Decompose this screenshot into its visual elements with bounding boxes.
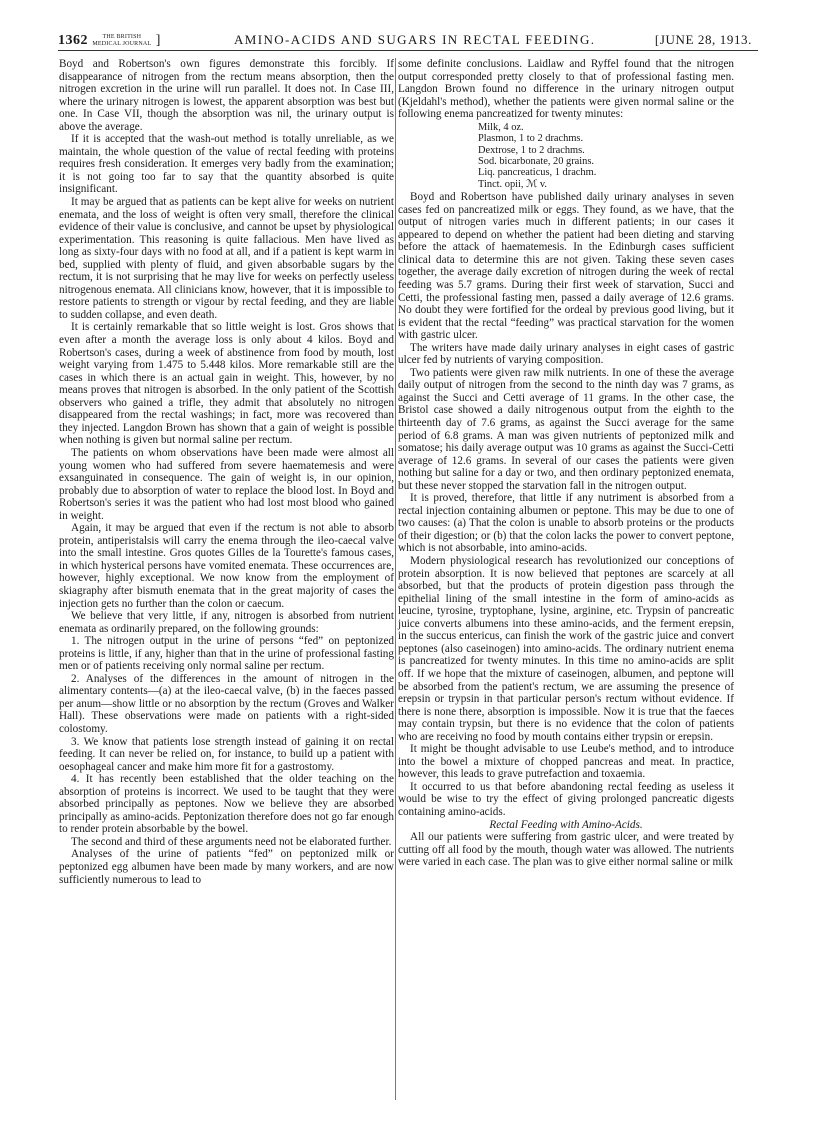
numbered-point: 2. Analyses of the differences in the amount of nitrogen in the alimentary contents—(a) at the ileo-caecal valve, (b) in the faeces passed per anum—show little or no absorption by the rectum (Groves and Walker Hall). These observations were made on patients with a right-sided colostomy. bbox=[59, 672, 394, 735]
header-bracket: ] bbox=[155, 33, 161, 48]
paragraph: The writers have made daily urinary analyses in eight cases of gastric ulcer fed by nutrients of varying composition. bbox=[398, 341, 734, 367]
paragraph: We believe that very little, if any, nitrogen is absorbed from nutrient enemata as ordinarily prepared, on the following grounds: bbox=[59, 610, 394, 635]
paragraph: Boyd and Robertson's own figures demonstrate this forcibly. If disappearance of nitrogen from the rectum means absorption, then the nitrogen excretion in the urine will run parallel. It does not. In Case III, where the urinary nitrogen is lowest, the apparent absorption was best but one. In Case VII, though the absorption was nil, the urinary output is above the average. bbox=[59, 58, 394, 133]
recipe-item: Plasmon, 1 to 2 drachms. bbox=[478, 133, 584, 145]
article-title: AMINO-ACIDS AND SUGARS IN RECTAL FEEDING. bbox=[234, 32, 596, 47]
paragraph: some definite conclusions. Laidlaw and Ryffel found that the nitrogen output corresponded pretty closely to that of professional fasting men. Langdon Brown found no difference in the urinary nitrogen output (Kjeldahl's method), whether the patients were given normal saline or the following enema pancreatized for twenty minutes: bbox=[398, 58, 734, 121]
numbered-point: 1. The nitrogen output in the urine of persons “fed” on peptonized proteins is little, if any, higher than that in the urine of professional fasting men or of patients receiving only normal saline per rectum. bbox=[59, 635, 394, 673]
paragraph: It may be argued that as patients can be kept alive for weeks on nutrient enemata, and the loss of weight is often very small, therefore the clinical evidence of their value is conclusive, and cannot be upset by physiological experimentation. This reasoning is quite fallacious. Men have lived as long as sixty-four days with no food at all, and if a patient is kept warm in bed, supplied with plenty of fluid, and given absorbable sugars by the rectum, it is not surprising that he may live for weeks on perfectly useless nitrogenous enemata. All clinicians know, however, that it is impossible to restore patients to strength or vigour by rectal feeding, and they are liable to sudden collapse, and even death. bbox=[59, 196, 394, 321]
recipe-item: Tinct. opii, ℳ v. bbox=[478, 178, 547, 190]
paragraph: The second and third of these arguments need not be elaborated further. bbox=[71, 835, 392, 848]
recipe-item: Liq. pancreaticus, 1 drachm. bbox=[478, 167, 597, 179]
recipe-item: Dextrose, 1 to 2 drachms. bbox=[478, 144, 585, 156]
page-number-block bbox=[58, 32, 160, 49]
section-heading: Rectal Feeding with Amino-Acids. bbox=[489, 818, 643, 831]
numbered-point: 4. It has recently been established that the older teaching on the absorption of proteins is incorrect. We used to be taught that they were absorbed principally as peptones. Now we believe they are absorbed principally as amino-acids. Peptonization therefore does not go far enough to render protein absorbable by the bowel. bbox=[59, 773, 394, 836]
journal-name bbox=[92, 34, 151, 47]
paragraph: Analyses of the urine of patients “fed” on peptonized milk or peptonized egg albumen have been made by many workers, and are now sufficiently numerous to lead to bbox=[59, 848, 394, 886]
paragraph: Modern physiological research has revolutionized our conceptions of protein absorption. It is now believed that peptones are scarcely at all absorbed, but that the products of protein digestion pass through the epithelial lining of the small intestine in the form of amino-acids as leucine, tyrosine, tryptophane, lysine, arginine, etc. Trypsin of pancreatic juice converts albumens into these amino-acids, and the ferment erepsin, in the succus entericus, can finish the work of the gastric juice and convert peptones (also caseinogen) into amino-acids. The ordinary nutrient enema is pancreatized for twenty minutes. In this time no amino-acids are split off. If we hope that the mixture of caseinogen, albumen, and peptone will be absorbed from the patient's rectum, we are assuming the presence of erepsin or trypsin in that particular person's rectum without evidence. If there is none there, absorption is impossible. Now it is true that the faeces may contain trypsin, but there is no evidence that the colon of patients who are receiving no food by mouth contains either trypsin or erepsin. bbox=[398, 555, 734, 743]
left-column bbox=[59, 58, 394, 886]
paragraph: Two patients were given raw milk nutrients. In one of these the average daily output of nitrogen from the second to the ninth day was 7 grams, as against the Succi and Cetti average of 11 grams. In the other case, the Bristol case showed a daily nitrogenous output from the eighth to the thirteenth day of 7.6 grams, as against the Succi average for the same period of 6.8 grams. A man was given nutrients of peptonized milk and somatose; his daily average output was 10 grams as against the Succi-Cetti average of 12.6 grams. In several of our cases the patients were given nothing but saline for a day or two, and then ordinary peptonized enemata, but these never stopped the starvation fall in the nitrogen output. bbox=[398, 366, 734, 492]
issue-date: [JUNE 28, 1913. bbox=[654, 32, 752, 47]
numbered-point: 3. We know that patients lose strength instead of gaining it on rectal feeding. It can never be relied on, for instance, to build up a patient with oesophageal cancer and make him more fit for a gastrostomy. bbox=[59, 735, 394, 773]
journal-name-line-2: MEDICAL JOURNAL bbox=[92, 40, 152, 47]
page-number: 1362 bbox=[58, 33, 88, 48]
column-divider bbox=[395, 58, 396, 1100]
paragraph: Again, it may be argued that even if the rectum is not able to absorb protein, antiperistalsis will carry the enema through the ileo-caecal valve into the small intestine. Gros quotes Gilles de la Tourette's famous cases, in which hysterical persons have vomited enemata. These occurrences are, however, highly exceptional. We now know from the employment of skiagraphy after bismuth enemata that in the great majority of cases the injection gets no further than the colon or caecum. bbox=[59, 522, 394, 610]
paragraph: All our patients were suffering from gastric ulcer, and were treated by cutting off all food by the mouth, though water was allowed. The nutrients were varied in each case. The plan was to give either normal saline or milk bbox=[398, 831, 734, 869]
recipe-item: Milk, 4 oz. bbox=[478, 121, 524, 133]
paragraph: Boyd and Robertson have published daily urinary analyses in seven cases fed on pancreatized milk or eggs. They found, as we have, that the output of nitrogen varies much in different patients; in our cases it appeared to depend on whether the patient had been dieting and starving before the attack of haematemesis. In the Edinburgh cases sufficient clinical data to determine this are not given. Taking these seven cases together, the average daily excretion of nitrogen during the week of rectal feeding was 5.7 grams. During their first week of starvation, Succi and Cetti, the professional fasting men, passed a daily average of 12.6 grams. No doubt they were fortified for the ordeal by previous good living, but it is evident that the rectal “feeding” was practical starvation for the women with gastric ulcer. bbox=[398, 191, 734, 342]
journal-name-line-1: THE BRITISH bbox=[102, 34, 142, 41]
paragraph: It might be thought advisable to use Leube's method, and to introduce into the bowel a mixture of chopped pancreas and meat. In practice, however, this leads to grave putrefaction and toxaemia. bbox=[398, 743, 734, 781]
paragraph: The patients on whom observations have been made were almost all young women who had suffered from severe haematemesis and were exsanguinated in consequence. The gain of weight is, in our opinion, probably due to absorption of water to replace the blood lost. In Boyd and Robertson's series it was the patient who had lost most blood who gained in weight. bbox=[59, 446, 394, 522]
recipe-item: Sod. bicarbonate, 20 grains. bbox=[478, 155, 595, 167]
paragraph: It is proved, therefore, that little if any nutriment is absorbed from a rectal injection containing albumen or peptone. This may be due to one of two causes: (a) That the colon is unable to absorb proteins or the products of their digestion; or (b) that the colon lacks the power to convert peptone, which is not absorbable, into amino-acids. bbox=[398, 492, 734, 555]
paragraph: If it is accepted that the wash-out method is totally unreliable, as we maintain, the whole question of the value of rectal feeding with proteins requires fresh consideration. It emerges very badly from the examination; it is not going too far to say that the quantity absorbed is quite insignificant. bbox=[59, 133, 394, 196]
right-column bbox=[398, 58, 734, 869]
paragraph: It is certainly remarkable that so little weight is lost. Gros shows that even after a month the average loss is only about 4 kilos. Boyd and Robertson's cases, during a week of abstinence from food by mouth, lost weight varying from 1.475 to 5.448 kilos. More remarkable still are the cases in which there is an actual gain in weight. This, however, by no means proves that nitrogen is absorbed. In the only patient of the Scottish observers who gained a trifle, they admit that absolutely no nitrogen disappeared from the rectal washings; in fact, more was recovered than they injected. Langdon Brown has shown that a gain of weight is possible when nothing is given but normal saline per rectum. bbox=[59, 321, 394, 447]
paragraph: It occurred to us that before abandoning rectal feeding as useless it would be wise to try the effect of giving prolonged pancreatic digests containing amino-acids. bbox=[398, 780, 734, 818]
running-header bbox=[58, 30, 758, 51]
enema-recipe bbox=[478, 122, 734, 190]
